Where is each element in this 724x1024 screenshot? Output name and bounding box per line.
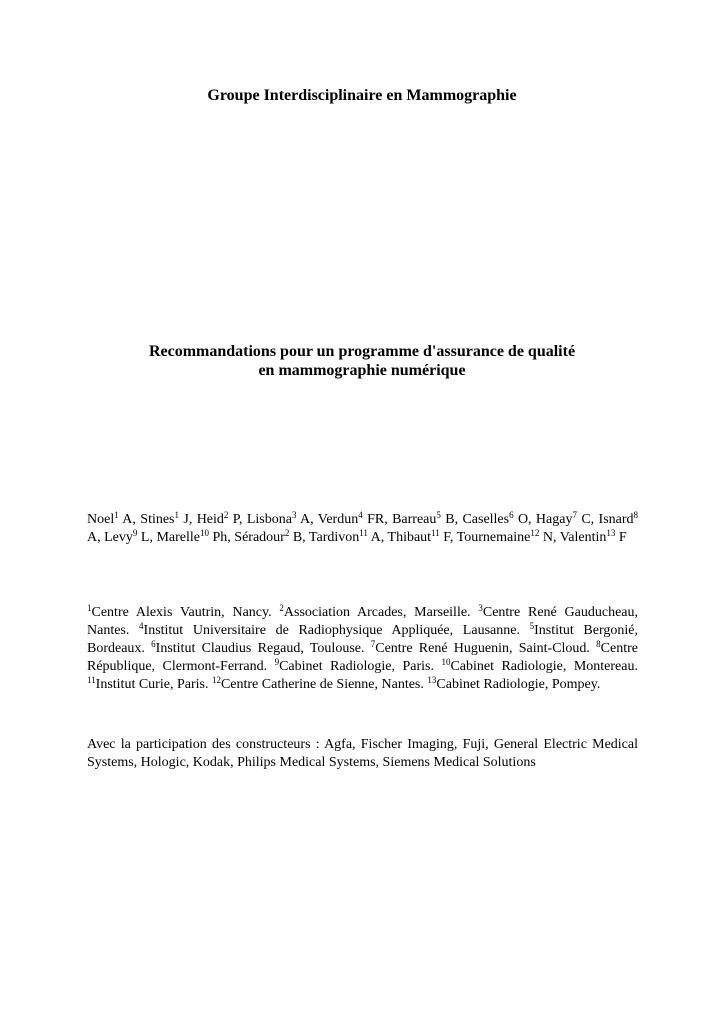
author-name: Verdun: [317, 512, 359, 527]
author-initials: A,: [87, 530, 105, 545]
document-title-line-2: en mammographie numérique: [258, 362, 466, 379]
author-initials: L,: [137, 530, 157, 545]
affiliation-number: 2: [279, 603, 284, 613]
document-title-line-1: Recommandations pour un programme d'assurance de qualité: [148, 343, 576, 360]
author-initials: B,: [440, 512, 463, 527]
affiliation-text: Centre Catherine de Sienne, Nantes.: [220, 677, 428, 692]
author-name: Tournemaine: [456, 530, 531, 545]
affiliation-text: Cabinet Radiologie, Pompey.: [436, 677, 601, 692]
author-name: Stines: [140, 512, 175, 527]
author-initials: B,: [289, 530, 309, 545]
author-affiliation-number: 1: [114, 510, 119, 520]
author-name: Tardivon: [308, 530, 360, 545]
author-affiliation-number: 8: [633, 510, 639, 520]
author-name: Heid: [196, 512, 224, 527]
author-initials: F,: [439, 530, 457, 545]
affiliation-number: 9: [274, 657, 280, 667]
affiliation-number: 13: [427, 675, 437, 685]
author-name: Levy: [104, 530, 133, 545]
author-initials: A,: [367, 530, 388, 545]
affiliation-text: Institut Curie, Paris.: [95, 677, 212, 692]
affiliation-number: 10: [441, 657, 451, 667]
author-name: Caselles: [462, 512, 510, 527]
author-affiliation-number: 10: [199, 528, 209, 538]
author-name: Marelle: [156, 530, 200, 545]
author-initials: N,: [539, 530, 560, 545]
affiliation-text: Cabinet Radiologie, Paris.: [279, 659, 442, 674]
author-initials: J,: [179, 512, 197, 527]
author-name: Thibaut: [387, 530, 432, 545]
affiliation-text: Institut Bergonié, Bordeaux.: [87, 623, 638, 656]
author-initials: Ph,: [208, 530, 235, 545]
author-initials: P,: [228, 512, 247, 527]
author-affiliation-number: 13: [606, 528, 616, 538]
author-affiliation-number: 4: [358, 510, 363, 520]
author-affiliation-number: 1: [174, 510, 180, 520]
author-affiliation-number: 6: [509, 510, 514, 520]
author-initials: C,: [576, 512, 599, 527]
organization-title: Groupe Interdisciplinaire en Mammographie: [207, 87, 517, 104]
affiliation-text: Centre René Huguenin, Saint-Cloud.: [375, 641, 597, 656]
author-name: Lisbona: [246, 512, 292, 527]
author-name: Noel: [87, 512, 115, 527]
affiliation-text: Institut Universitaire de Radiophysique Appliquée, Lausanne.: [143, 623, 530, 638]
affiliation-number: 3: [478, 603, 483, 613]
affiliation-text: Cabinet Radiologie, Montereau.: [450, 659, 638, 674]
affiliation-number: 8: [596, 639, 601, 649]
author-initials: FR,: [362, 512, 393, 527]
affiliation-text: Centre René Gauducheau, Nantes.: [87, 605, 639, 638]
author-affiliation-number: 12: [530, 528, 540, 538]
author-initials: A,: [296, 512, 318, 527]
author-name: Séradour: [234, 530, 285, 545]
affiliation-text: Centre République, Clermont-Ferrand.: [87, 641, 638, 674]
author-name: Barreau: [392, 512, 437, 527]
affiliation-number: 7: [370, 639, 376, 649]
author-affiliation-number: 11: [431, 528, 440, 538]
manufacturer-participation: Avec la participation des constructeurs : Agfa, Fischer Imaging, Fuji, General Electric Medical Systems, Hologic, Kodak, Philips Medical Systems, Siemens Medical Solutions: [87, 737, 638, 770]
affiliation-number: 12: [211, 675, 221, 685]
affiliation-number: 4: [139, 621, 144, 631]
author-affiliation-number: 9: [132, 528, 138, 538]
document-title: [0, 342, 724, 380]
author-name: Valentin: [559, 530, 607, 545]
author-list: [87, 511, 638, 547]
author-name: Hagay: [535, 512, 573, 527]
affiliation-text: Centre Alexis Vautrin, Nancy.: [91, 605, 280, 620]
author-affiliation-number: 2: [284, 528, 290, 538]
author-name: Isnard: [598, 512, 634, 527]
author-affiliation-number: 3: [291, 510, 297, 520]
author-affiliation-number: 2: [223, 510, 229, 520]
affiliation-number: 11: [87, 675, 96, 685]
author-initials: O,: [513, 512, 536, 527]
author-affiliation-number: 7: [572, 510, 577, 520]
author-affiliation-number: 5: [436, 510, 441, 520]
affiliation-list: [87, 604, 638, 694]
author-affiliation-number: 11: [359, 528, 368, 538]
affiliation-number: 1: [87, 603, 92, 613]
affiliation-text: Institut Claudius Regaud, Toulouse.: [155, 641, 371, 656]
affiliation-number: 6: [151, 639, 156, 649]
author-initials: A,: [118, 512, 141, 527]
affiliation-number: 5: [529, 621, 535, 631]
affiliation-text: Association Arcades, Marseille.: [283, 605, 479, 620]
author-initials: F: [615, 530, 627, 545]
